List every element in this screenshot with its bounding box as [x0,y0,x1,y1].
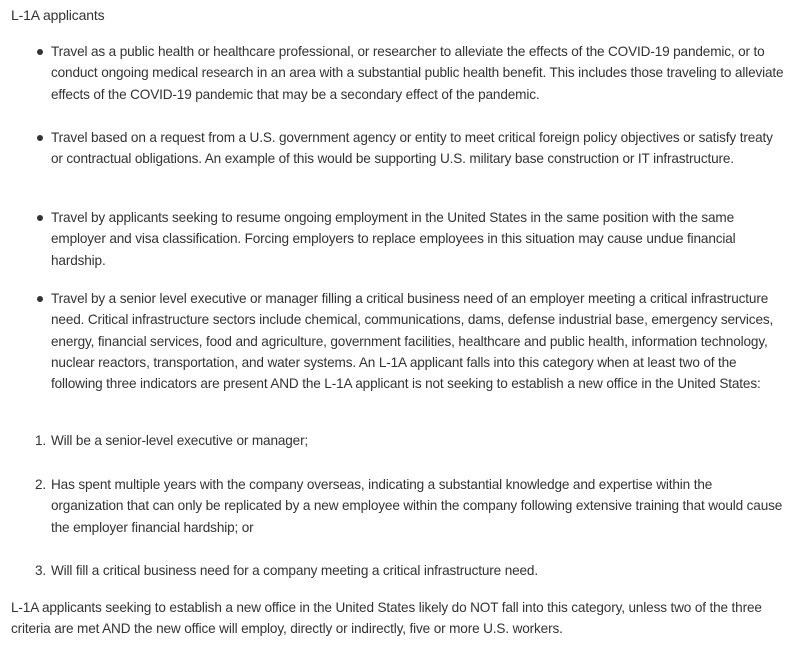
bullet-item-senior-executive: Travel by a senior level executive or manager filling a critical business need of an employer meeting a critical infrastructure need. Critical infrastructure sectors include chemical, communications, dams, defense industrial base, emergency services, energy, financial services, food and agriculture, government facilities, healthcare and public health, information technology, nuclear reactors, transportation, and water systems. An L-1A applicant falls into this category when at least two of the following three indicators are present AND the L-1A applicant is not seeking to establish a new office in the United States: [51,288,786,394]
bullet-item-government-request: Travel based on a request from a U.S. government agency or entity to meet critical foreign policy objectives or satisfy treaty or contractual obligations. An example of this would be supporting U.S. military base construction or IT infrastructure. [51,127,786,170]
section-heading: L-1A applicants [11,7,105,23]
numbered-item-text: Will fill a critical business need for a company meeting a critical infrastructure need. [51,563,538,578]
numbered-item-text: Will be a senior-level executive or manager; [51,433,309,448]
bullet-item-resume-employment: Travel by applicants seeking to resume ongoing employment in the United States in the same position with the same employer and visa classification. Forcing employers to replace employees in this situation may cause undue financial hardship. [51,207,786,271]
bullet-item-public-health: Travel as a public health or healthcare professional, or researcher to alleviate the effects of the COVID-19 pandemic, or to conduct ongoing medical research in an area with a substantial public health benefit. This includes those traveling to alleviate effects of the COVID-19 pandemic that may be a secondary effect of the pandemic. [51,41,786,105]
numbered-marker: 1. [35,433,47,448]
numbered-item-2 [35,474,786,538]
numbered-marker: 2. [35,477,47,492]
numbered-item-3 [35,560,786,581]
numbered-item-1 [35,430,786,451]
closing-paragraph: L-1A applicants seeking to establish a new office in the United States likely do NOT fall into this category, unless two of the three criteria are met AND the new office will employ, directly or indirectly, five or more U.S. workers. [11,600,762,637]
numbered-item-text: Has spent multiple years with the company overseas, indicating a substantial knowledge and expertise within the organization that can only be replicated by a new employee within the company following extensive training that would cause the employer financial hardship; or [51,477,783,535]
numbered-marker: 3. [35,563,47,578]
